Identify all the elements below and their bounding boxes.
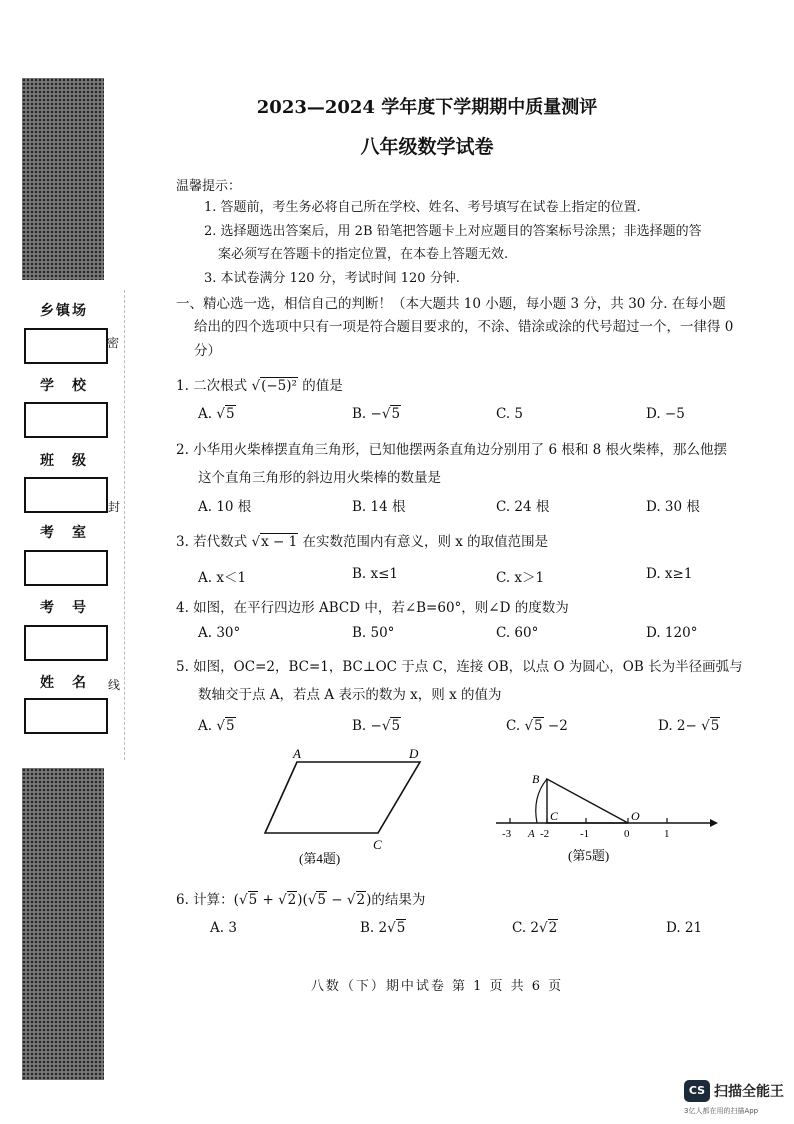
q1-option-c[interactable]: C. 5 <box>496 406 524 422</box>
township-field[interactable] <box>24 328 108 364</box>
camscanner-logo: CS <box>684 1080 710 1102</box>
q1-option-d[interactable]: D. −5 <box>646 406 685 422</box>
axis-ticks <box>510 818 667 823</box>
q4-option-d[interactable]: D. 120° <box>646 625 698 641</box>
q4-option-b[interactable]: B. 50° <box>352 625 395 641</box>
tick-label-neg2: -2 <box>540 828 550 840</box>
q3-radical: √x − 1 <box>251 534 298 550</box>
q6-option-b[interactable]: B. 2√5 <box>360 920 406 936</box>
q4-option-c[interactable]: C. 60° <box>496 625 539 641</box>
q6-option-c[interactable]: C. 2√2 <box>512 920 558 936</box>
question-6: 6. 计算：(√5 + √2)(√5 − √2)的结果为 <box>176 892 426 908</box>
question-2-line-1: 2. 小华用火柴棒摆直角三角形，已知他摆两条直角边分别用了 6 根和 8 根火柴棒，那么他摆 <box>176 442 728 458</box>
q2-option-b[interactable]: B. 14 根 <box>352 499 406 515</box>
point-label-c: C <box>550 809 559 823</box>
q2-option-a[interactable]: A. 10 根 <box>198 499 252 515</box>
triangle-obc <box>547 779 628 823</box>
tip-2-cont: 案必须写在答题卡的指定位置，在本卷上答题无效. <box>218 247 509 262</box>
side-label-exam-number: 考 号 <box>40 600 88 616</box>
side-label-class: 班 级 <box>40 453 88 469</box>
question-1 <box>176 374 343 394</box>
tip-3: 3. 本试卷满分 120 分，考试时间 120 分钟. <box>204 271 460 286</box>
q5-option-d[interactable]: D. 2− √5 <box>658 718 720 734</box>
tip-1: 1. 答题前，考生务必将自己所在学校、姓名、考号填写在试卷上指定的位置. <box>204 200 641 215</box>
q5-option-c[interactable]: C. √5 −2 <box>506 718 568 734</box>
page-footer: 八数（下）期中试卷 第 1 页 共 6 页 <box>310 979 564 994</box>
seal-line <box>124 290 125 760</box>
q6-option-d[interactable]: D. 21 <box>666 920 703 936</box>
side-label-room: 考 室 <box>40 525 88 541</box>
class-field[interactable] <box>24 477 108 513</box>
section-1-heading: 一、精心选一选，相信自己的判断！（本大题共 10 小题，每小题 3 分，共 30 分. 在每小题 <box>176 296 726 312</box>
question-2-line-2: 这个直角三角形的斜边用火柴棒的数量是 <box>198 470 441 486</box>
fig4-caption: (第4题) <box>299 851 341 866</box>
fig4-label-c: C <box>373 837 382 852</box>
exam-subtitle: 八年级数学试卷 <box>360 136 494 158</box>
q1-prefix: 1. 二次根式 <box>176 378 252 394</box>
q3-option-c[interactable]: C. x＞1 <box>496 570 545 586</box>
room-field[interactable] <box>24 550 108 586</box>
question-5-line-1: 5. 如图，OC=2，BC=1，BC⊥OC 于点 C，连接 OB，以点 O 为圆心，OB 长为半径画弧与 <box>176 659 743 675</box>
question-4: 4. 如图，在平行四边形 ABCD 中，若∠B=60°，则∠D 的度数为 <box>176 600 569 616</box>
q1-option-b[interactable]: B. −√5 <box>352 406 401 422</box>
axis-arrow <box>710 819 718 827</box>
q3-option-d[interactable]: D. x≥1 <box>646 566 693 582</box>
q6-option-a[interactable]: A. 3 <box>210 920 237 936</box>
figure-5-number-line <box>490 765 720 870</box>
question-5-line-2: 数轴交于点 A，若点 A 表示的数为 x，则 x 的值为 <box>198 687 502 703</box>
q2-option-c[interactable]: C. 24 根 <box>496 499 550 515</box>
fig5-caption: (第5题) <box>568 848 610 863</box>
seal-char-feng: 封 <box>108 500 121 514</box>
seal-char-xian: 线 <box>108 678 121 692</box>
watermark-brand: 扫描全能王 <box>714 1084 784 1100</box>
point-label-o: O <box>631 809 640 823</box>
figure-4-parallelogram <box>255 745 435 870</box>
q3-option-b[interactable]: B. x≤1 <box>352 566 399 582</box>
q1-radicand: (−5)² <box>261 378 297 394</box>
section-1-line-2: 给出的四个选项中只有一项是符合题目要求的，不涂、错涂或涂的代号超过一个，一律得 0 <box>194 319 734 335</box>
q5-option-a[interactable]: A. √5 <box>198 718 235 734</box>
fig4-label-a: A <box>293 746 301 761</box>
fig4-label-d: D <box>409 746 419 761</box>
tick-label-neg1: -1 <box>580 828 590 840</box>
q1-option-a[interactable]: A. √5 <box>198 406 235 422</box>
q4-option-a[interactable]: A. 30° <box>198 625 241 641</box>
point-label-b: B <box>532 772 540 786</box>
name-field[interactable] <box>24 698 108 734</box>
point-label-a: A <box>528 828 535 840</box>
q5-option-b[interactable]: B. −√5 <box>352 718 401 734</box>
q2-option-d[interactable]: D. 30 根 <box>646 499 700 515</box>
seal-char-mi: 密 <box>107 336 120 350</box>
exam-title: 2023—2024 学年度下学期期中质量测评 <box>256 97 598 118</box>
side-pattern-bottom <box>22 768 104 1080</box>
q1-suffix: 的值是 <box>297 378 343 394</box>
tick-label-1: 1 <box>664 828 670 840</box>
side-label-township: 乡镇场 <box>40 303 88 319</box>
parallelogram-shape <box>265 762 420 833</box>
question-3: 3. 若代数式 √x − 1 在实数范围内有意义，则 x 的取值范围是 <box>176 534 549 550</box>
side-label-school: 学 校 <box>40 378 88 394</box>
school-field[interactable] <box>24 402 108 438</box>
tips-heading: 温馨提示： <box>176 179 242 194</box>
tip-2: 2. 选择题选出答案后，用 2B 铅笔把答题卡上对应题目的答案标号涂黑；非选择题的答 <box>204 224 702 239</box>
section-1-line-3: 分） <box>194 343 221 359</box>
q1-radical: √(−5)² <box>251 378 297 394</box>
side-label-name: 姓 名 <box>40 675 88 691</box>
tick-label-neg3: -3 <box>502 828 512 840</box>
watermark-slogan: 3亿人都在用的扫描App <box>684 1107 759 1115</box>
exam-number-field[interactable] <box>24 625 108 661</box>
tick-label-0: 0 <box>624 828 630 840</box>
q3-option-a[interactable]: A. x＜1 <box>198 570 247 586</box>
